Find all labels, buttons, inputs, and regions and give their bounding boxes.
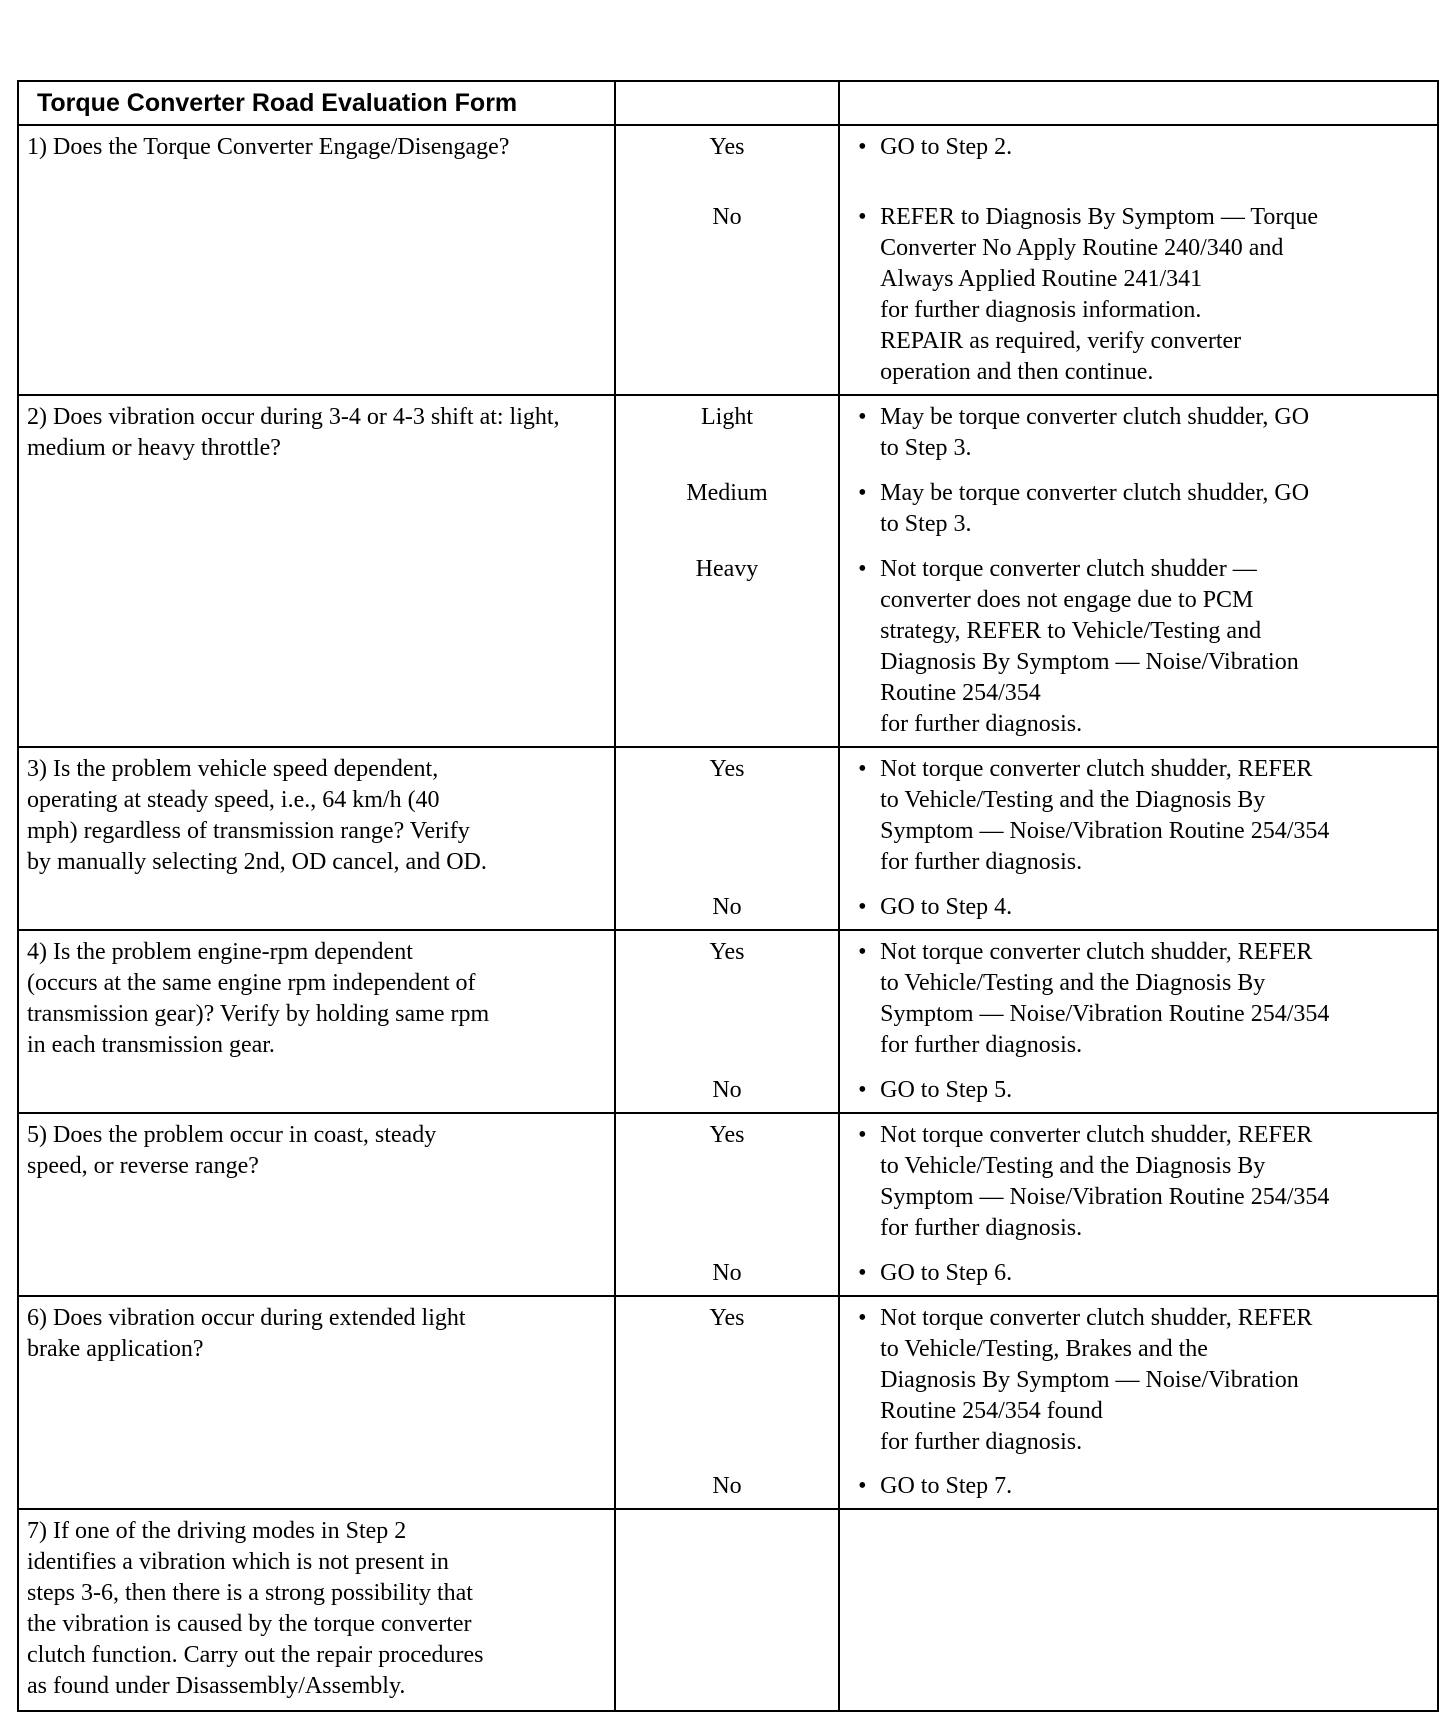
answer-label: Yes <box>709 756 745 782</box>
form-title: Torque Converter Road Evaluation Form <box>18 81 615 125</box>
step-answers <box>615 1296 839 1509</box>
answer-label: Yes <box>709 134 745 160</box>
step-row <box>18 1296 1438 1509</box>
result-item: • GO to Step 4. <box>840 892 1437 923</box>
bullet-icon: • <box>858 756 867 782</box>
result-item: • Not torque converter clutch shudder, REFER to Vehicle/Testing and the Diagnosis By Symptom — Noise/Vibration Routine 254/354 for further diagnosis. <box>840 937 1437 1075</box>
step-answers <box>615 125 839 395</box>
bullet-icon: • <box>858 1473 867 1499</box>
result-item: • Not torque converter clutch shudder — converter does not engage due to PCM strategy, REFER to Vehicle/Testing and Diagnosis By Symptom — Noise/Vibration Routine 254/354 for further diagnosis. <box>840 554 1437 740</box>
header-row <box>18 81 1438 125</box>
step-answers <box>615 930 839 1113</box>
result-item: • GO to Step 2. <box>840 132 1437 202</box>
step-results <box>839 930 1438 1113</box>
answer-label: No <box>712 894 742 920</box>
bullet-icon: • <box>858 894 867 920</box>
answer-label: No <box>712 204 742 230</box>
result-item: • May be torque converter clutch shudder, GO to Step 3. <box>840 478 1437 554</box>
bullet-icon: • <box>858 939 867 965</box>
step-results <box>839 125 1438 395</box>
answer-label: Light <box>700 404 753 430</box>
bullet-icon: • <box>858 480 867 506</box>
bullet-icon: • <box>858 1305 867 1331</box>
header-result-cell <box>839 81 1438 125</box>
bullet-icon: • <box>858 404 867 430</box>
step-question: 1) Does the Torque Converter Engage/Disengage? <box>18 125 615 395</box>
answer-label: Yes <box>709 939 745 965</box>
step-question: 7) If one of the driving modes in Step 2 identifies a vibration which is not present in steps 3-6, then there is a strong possibility that the vibration is caused by the torque converter clutch function. Carry out the repair procedures as found under Disassembly/Assembly. <box>18 1509 615 1711</box>
step-row <box>18 395 1438 747</box>
bullet-icon: • <box>858 556 867 582</box>
step-row <box>18 1113 1438 1296</box>
result-item: • Not torque converter clutch shudder, REFER to Vehicle/Testing and the Diagnosis By Symptom — Noise/Vibration Routine 254/354 for further diagnosis. <box>840 1120 1437 1258</box>
step-answers <box>615 747 839 930</box>
step-answers <box>615 1509 839 1711</box>
step-results <box>839 1509 1438 1711</box>
bullet-icon: • <box>858 134 867 160</box>
answer-label: Heavy <box>695 556 759 582</box>
answer-label: No <box>712 1473 742 1499</box>
step-question: 4) Is the problem engine-rpm dependent (occurs at the same engine rpm independent of transmission gear)? Verify by holding same rpm in each transmission gear. <box>18 930 615 1113</box>
step-row <box>18 747 1438 930</box>
step-results <box>839 747 1438 930</box>
bullet-icon: • <box>858 204 867 230</box>
answer-label: Yes <box>709 1305 745 1331</box>
header-answer-cell <box>615 81 839 125</box>
result-item: • GO to Step 6. <box>840 1258 1437 1289</box>
step-row <box>18 125 1438 395</box>
step-answers <box>615 395 839 747</box>
step-question: 2) Does vibration occur during 3-4 or 4-3 shift at: light, medium or heavy throttle? <box>18 395 615 747</box>
answer-label: Yes <box>709 1122 745 1148</box>
answer-label: Medium <box>686 480 768 506</box>
result-item: • Not torque converter clutch shudder, REFER to Vehicle/Testing and the Diagnosis By Symptom — Noise/Vibration Routine 254/354 for further diagnosis. <box>840 754 1437 892</box>
step-row <box>18 1509 1438 1711</box>
torque-converter-evaluation-table <box>17 80 1439 1712</box>
result-item: • GO to Step 7. <box>840 1471 1437 1502</box>
bullet-icon: • <box>858 1122 867 1148</box>
result-item: • GO to Step 5. <box>840 1075 1437 1106</box>
step-row <box>18 930 1438 1113</box>
step-question: 3) Is the problem vehicle speed dependent, operating at steady speed, i.e., 64 km/h (40 mph) regardless of transmission range? Verify by manually selecting 2nd, OD cancel, and OD. <box>18 747 615 930</box>
result-item: • May be torque converter clutch shudder, GO to Step 3. <box>840 402 1437 478</box>
step-answers <box>615 1113 839 1296</box>
step-question: 5) Does the problem occur in coast, steady speed, or reverse range? <box>18 1113 615 1296</box>
answer-label: No <box>712 1077 742 1103</box>
bullet-icon: • <box>858 1077 867 1103</box>
result-item: • Not torque converter clutch shudder, REFER to Vehicle/Testing, Brakes and the Diagnosis By Symptom — Noise/Vibration Routine 254/354 found for further diagnosis. <box>840 1303 1437 1471</box>
bullet-icon: • <box>858 1260 867 1286</box>
answer-label: No <box>712 1260 742 1286</box>
step-results <box>839 1113 1438 1296</box>
step-results <box>839 395 1438 747</box>
result-item: • REFER to Diagnosis By Symptom — Torque Converter No Apply Routine 240/340 and Always Applied Routine 241/341 for further diagnosis information. REPAIR as required, verify converter operation and then continue. <box>840 202 1437 388</box>
step-question: 6) Does vibration occur during extended light brake application? <box>18 1296 615 1509</box>
step-results <box>839 1296 1438 1509</box>
